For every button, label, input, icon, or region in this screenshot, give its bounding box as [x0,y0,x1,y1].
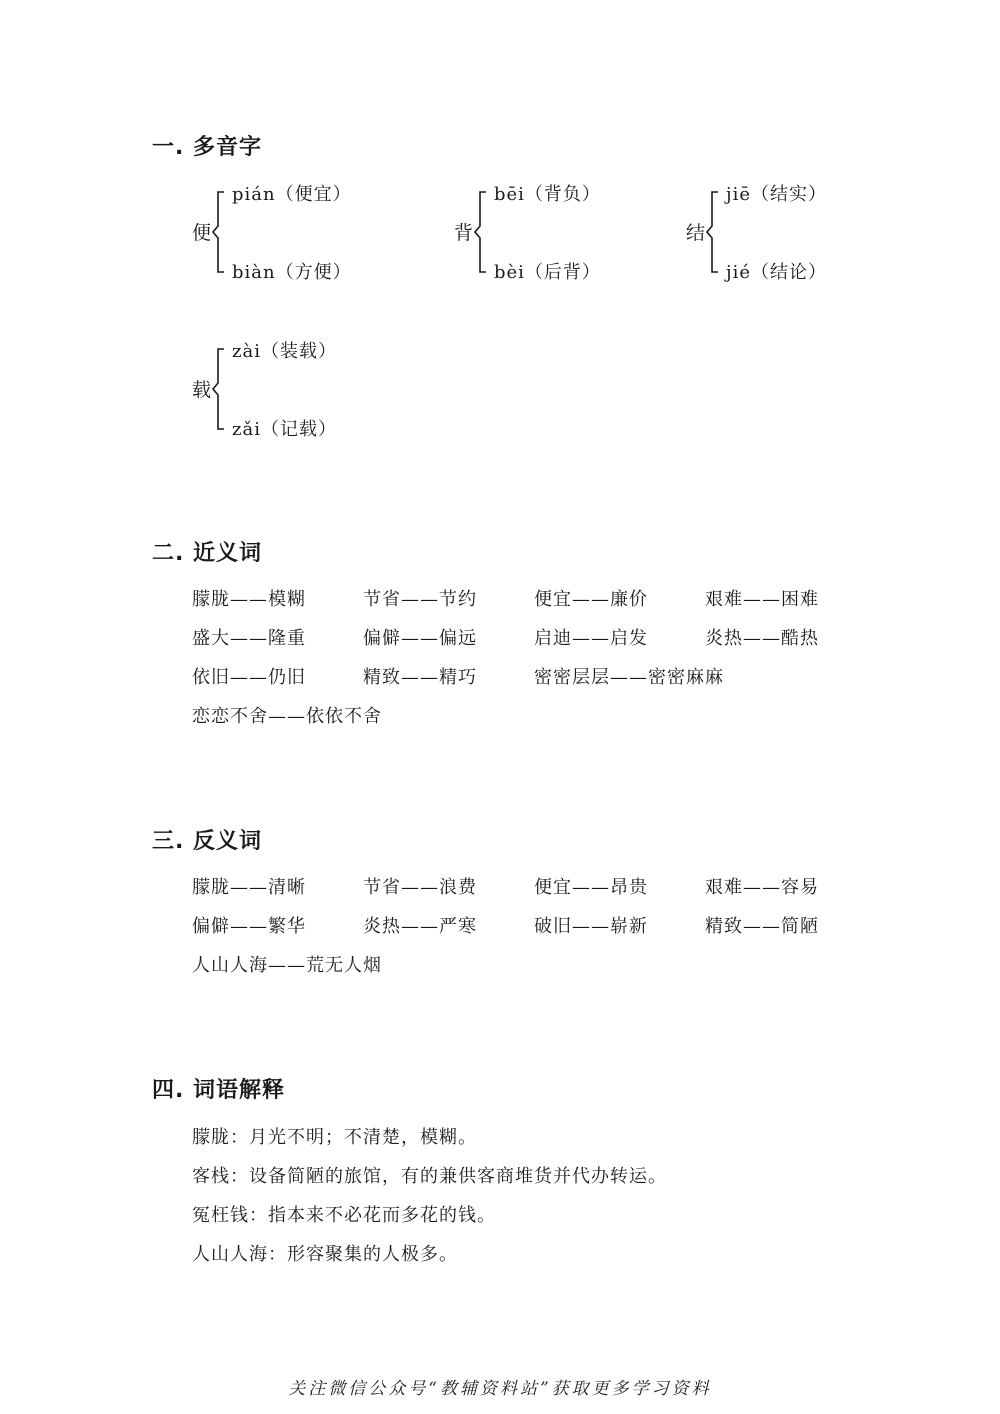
antonym-pair: 人山人海——荒无人烟 [192,955,382,976]
brace-icon [454,184,494,284]
polyphonic-item [192,341,412,441]
synonym-pair: 依旧——仍旧 [192,667,306,688]
definition-line: 朦胧：月光不明；不清楚，模糊。 [192,1127,477,1148]
polyphonic-reading: jié（结论） [726,262,827,283]
section-title-antonyms: 三. 反义词 [152,829,263,854]
synonym-pair: 朦胧——模糊 [192,589,306,610]
synonym-pair: 偏僻——偏远 [363,628,477,649]
synonym-pair: 炎热——酷热 [705,628,819,649]
polyphonic-item [454,184,674,284]
synonym-pair: 艰难——困难 [705,589,819,610]
synonym-pair: 密密层层——密密麻麻 [534,667,724,688]
polyphonic-item [686,184,906,284]
antonym-pair: 节省——浪费 [363,877,477,898]
synonym-pair: 便宜——廉价 [534,589,648,610]
section-title-polyphonic: 一. 多音字 [152,135,263,160]
antonym-row [192,953,872,992]
polyphonic-reading: bèi（后背） [494,262,601,283]
synonym-pair: 精致——精巧 [363,667,477,688]
antonym-row [192,914,872,953]
brace-icon [686,184,726,284]
synonym-list [192,587,872,743]
definition-line: 客栈：设备简陋的旅馆，有的兼供客商堆货并代办转运。 [192,1166,667,1187]
synonym-pair: 节省——节约 [363,589,477,610]
polyphonic-reading: pián（便宜） [232,184,352,205]
polyphonic-reading: zǎi（记载） [232,419,337,440]
antonym-pair: 破旧——崭新 [534,916,648,937]
definition-line: 冤枉钱：指本来不必花而多花的钱。 [192,1205,496,1226]
synonym-pair: 启迪——启发 [534,628,648,649]
polyphonic-char: 便 [192,222,212,244]
antonym-pair: 偏僻——繁华 [192,916,306,937]
synonym-row [192,626,872,665]
polyphonic-char: 载 [192,379,212,401]
synonym-row [192,665,872,704]
antonym-pair: 艰难——容易 [705,877,819,898]
antonym-pair: 便宜——昂贵 [534,877,648,898]
section-title-definitions: 四. 词语解释 [152,1078,286,1103]
antonym-row [192,875,872,914]
synonym-row [192,587,872,626]
polyphonic-char: 结 [686,222,706,244]
polyphonic-reading: biàn（方便） [232,262,352,283]
polyphonic-char: 背 [454,222,474,244]
polyphonic-item [192,184,412,284]
brace-icon [192,341,232,441]
definition-line: 人山人海：形容聚集的人极多。 [192,1244,458,1265]
brace-icon [192,184,232,284]
antonym-pair: 朦胧——清晰 [192,877,306,898]
synonym-pair: 盛大——隆重 [192,628,306,649]
antonym-pair: 精致——简陋 [705,916,819,937]
antonym-pair: 炎热——严寒 [363,916,477,937]
footer-note: 关注微信公众号“教辅资料站”获取更多学习资料 [288,1379,712,1399]
polyphonic-reading: zài（装载） [232,341,337,362]
definition-list [192,1125,892,1281]
section-title-synonyms: 二. 近义词 [152,541,263,566]
synonym-pair: 恋恋不舍——依依不舍 [192,706,382,727]
polyphonic-reading: jiē（结实） [726,184,827,205]
antonym-list [192,875,872,992]
polyphonic-reading: bēi（背负） [494,184,601,205]
synonym-row [192,704,872,743]
